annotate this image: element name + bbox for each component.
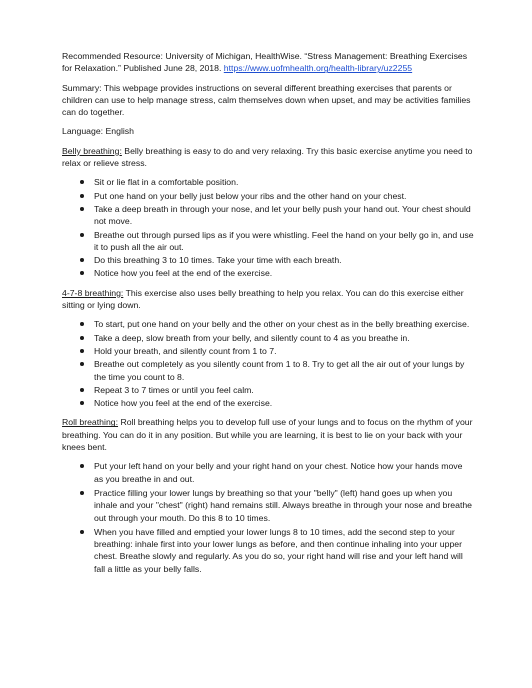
list-item: Take a deep, slow breath from your belly, and silently count to 4 as you breathe in.	[94, 332, 474, 344]
recommended-resource	[62, 50, 474, 75]
belly-breathing-heading: Belly breathing:	[62, 145, 122, 156]
belly-breathing-text: Belly breathing is easy to do and very relaxing. Try this basic exercise anytime you need to relax or relieve stress.	[62, 145, 473, 169]
four-seven-eight-heading: 4-7-8 breathing:	[62, 287, 124, 298]
language: Language: English	[62, 126, 134, 137]
list-item: Breathe out through pursed lips as if you were whistling. Feel the hand on your belly go in, and use it to push all the air out.	[94, 229, 474, 252]
summary: Summary: This webpage provides instructions on several different breathing exercises that parents or children can use to help manage stress, calm themselves down when upset, and may be activities families can do together.	[62, 82, 471, 118]
list-item: To start, put one hand on your belly and the other on your chest as in the belly breathing exercise.	[94, 318, 474, 330]
list-item: Put one hand on your belly just below your ribs and the other hand on your chest.	[94, 190, 474, 202]
four-seven-eight-intro	[62, 287, 474, 312]
list-item: Sit or lie flat in a comfortable position.	[94, 176, 474, 188]
resource-citation: Recommended Resource: University of Michigan, HealthWise. “Stress Management: Breathing Exercises for Relaxation.” Published June 28, 2018.	[62, 51, 468, 74]
resource-link[interactable]: https://www.uofmhealth.org/health-library/uz2255	[223, 63, 413, 74]
list-item: Do this breathing 3 to 10 times. Take your time with each breath.	[94, 254, 474, 266]
list-item: Notice how you feel at the end of the exercise.	[94, 267, 474, 279]
roll-breathing-heading: Roll breathing:	[62, 417, 119, 428]
list-item: Repeat 3 to 7 times or until you feel calm.	[94, 384, 474, 396]
belly-breathing-intro	[62, 145, 474, 170]
list-item: Put your left hand on your belly and your right hand on your chest. Notice how your hands move as you breathe in and out.	[94, 460, 474, 485]
roll-breathing-list	[62, 460, 474, 575]
list-item: Notice how you feel at the end of the exercise.	[94, 397, 474, 409]
list-item: Take a deep breath in through your nose, and let your belly push your hand out. Your chest should not move.	[94, 203, 474, 228]
four-seven-eight-text: This exercise also uses belly breathing to help you relax. You can do this exercise either sitting or lying down.	[62, 287, 464, 311]
list-item: Breathe out completely as you silently count from 1 to 8. Try to get all the air out of your lungs by the time you count to 8.	[94, 358, 474, 383]
belly-breathing-list	[62, 176, 474, 279]
list-item: Hold your breath, and silently count from 1 to 7.	[94, 345, 474, 357]
list-item: Practice filling your lower lungs by breathing so that your "belly" (left) hand goes up when you inhale and your "chest" (right) hand remains still. Always breathe in through your nose and breathe out through your mouth. Do this 8 to 10 times.	[94, 487, 473, 523]
list-item: When you have filled and emptied your lower lungs 8 to 10 times, add the second step to your breathing: inhale first into your lower lungs as before, and then continue inhaling into your upper chest. Breathe slowly and regularly. As you do so, your right hand will rise and your left hand will fall a little as your belly falls.	[94, 526, 474, 575]
four-seven-eight-list	[62, 318, 474, 409]
roll-breathing-text: Roll breathing helps you to develop full use of your lungs and to focus on the rhythm of your breathing. You can do it in any position. But while you are learning, it is best to lie on your back with your knees bent.	[62, 417, 473, 453]
roll-breathing-intro	[62, 416, 474, 453]
